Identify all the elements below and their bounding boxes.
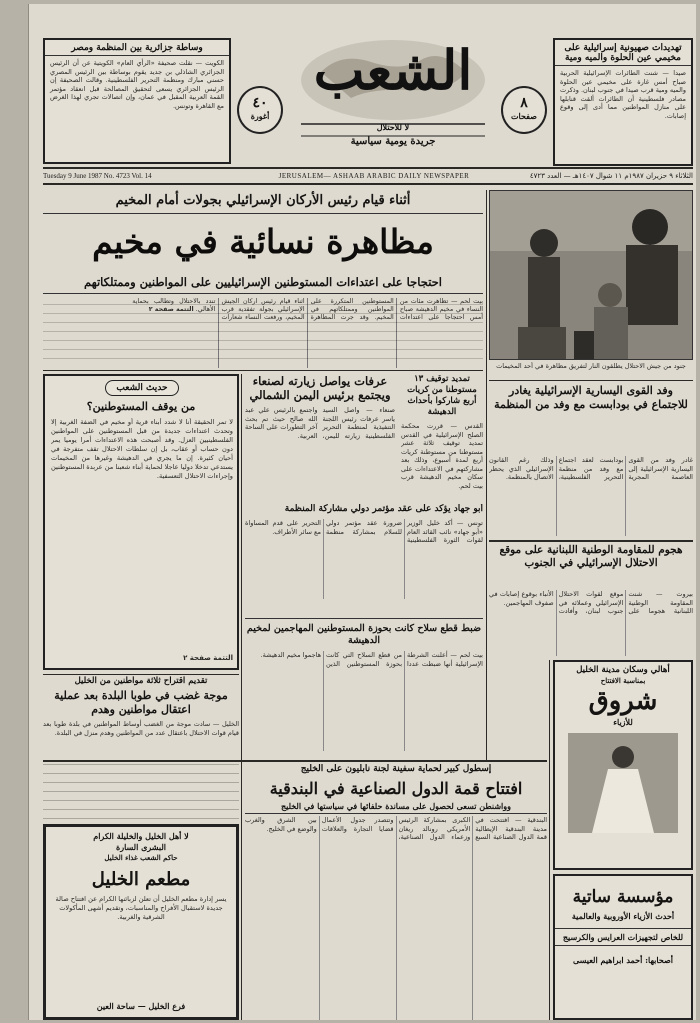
left-filler-texture — [43, 764, 239, 820]
newspaper-page — [28, 4, 696, 1020]
editorial-label-box — [105, 380, 179, 396]
masthead-rule-bottom — [43, 183, 693, 185]
story-gulf-body: البندقية — افتتحت في مدينة البندقية الإيطالية قمة الدول الصناعية السبع الكبرى بمشاركة الرئيس الأمريكي رونالد ريغان وزعماء الدول الصناعية، وتتصدر جدول الأعمال قضايا التجارة والعلاقات بين الشرق والغرب والوضع في الخليج. — [245, 816, 547, 841]
story-gulf-headline-box — [245, 778, 547, 800]
story-left-party — [489, 384, 693, 454]
ad-bottom-sub: أحدث الأزياء الأوروبية والعالمية — [571, 911, 675, 921]
story-settlers-headline: موجة غضب في طوبا البلدة بعد عملية اعتقال مواطنين وهدم — [54, 689, 228, 716]
story-settlers — [43, 676, 239, 756]
photo-caption: جنود من جيش الاحتلال يطلقون النار لتفريق مظاهرة في أحد المخيمات — [496, 362, 686, 370]
slogan: لا للاحتلال — [376, 122, 410, 132]
ad-shurooq — [553, 660, 693, 870]
ad-matam-body: يسر إدارة مطعم الخليل أن تعلن لزبائنها الكرام عن افتتاح صالة جديدة لاستقبال الأفراح والمناسبات، وتقديم أشهى المأكولات الشرقية والغربية. — [55, 895, 227, 921]
pages-label: صفحات — [511, 111, 537, 121]
story-abujihad — [245, 504, 483, 614]
pages-value: ٨ — [520, 95, 528, 111]
main-kicker: أثناء قيام رئيس الأركان الإسرائيلي بجولات أمام المخيم — [115, 193, 411, 208]
editorial-body: لا تمر الحقيقة أنا لا شدد أبناء قرية أو مخيم في الضفة الغربية إلا وتحدث اعتداءات جديدة من قبل المستوطنين على المواطنين الفلسطينيين العزل. وقد أصبحت هذه الاعتداءات أمرا يوميا يمر دون حساب أو عقاب، بل إن سلطات الاحتلال تقف متفرجة في أحيان كثيرة. إن ما يجري في الدهيشة وغيرها من المخيمات يستدعي تدخلا دوليا عاجلا لحماية أبناء شعبنا من عربدة المستوطنين وإجراءات الاحتلال التعسفية. — [51, 418, 233, 480]
ad-matam-line-1: لا أهل الخليل والخليلة الكرام — [93, 831, 189, 841]
main-headline: مظاهرة نسائية في مخيم — [92, 222, 434, 261]
ad-bottom — [553, 874, 693, 1020]
story-gulf-subhead: وواشنطن تسعى لحصول على مساندة حلفائها في سياستها في الخليج — [281, 801, 511, 811]
rule-main — [43, 370, 483, 371]
story-arafat-body: صنعاء — واصل السيد ياسر عرفات رئيس اللجنة التنفيذية لمنظمة التحرير الفلسطينية زيارته لليمن، واجتمع بالرئيس علي عبد الله صالح حيث تم بحث آخر التطورات على الساحة العربية. — [245, 406, 395, 440]
ear-right-body: صيدا — شنت الطائرات الإسرائيلية الحربية صباح أمس غارة على مخيمي عين الحلوة والميه ومية قرب صيدا في جنوب لبنان. وذكرت مصادر فلسطينية أن الطائرات ألقت قنابلها على منازل المواطنين مما أدى إلى وقوع إصابات. — [560, 69, 686, 120]
story-left-party-body: غادر وفد من القوى اليسارية الإسرائيلية إلى العاصمة المجرية بودابست لعقد اجتماع مع وفد من منظمة التحرير الفلسطينية، وذلك رغم القانون الإسرائيلي الذي يحظر الاتصال بالمنظمة. — [489, 456, 693, 481]
price-label: أغورة — [250, 111, 270, 121]
logo-text: الشعب — [313, 38, 473, 102]
tagline: جريدة يومية سياسية — [350, 136, 436, 147]
gutter-left — [241, 374, 242, 1020]
rule-right-2 — [489, 540, 693, 542]
pages-badge — [501, 86, 547, 134]
story-gulf-headline: افتتاح قمة الدول الصناعية في البندقية — [269, 779, 523, 798]
story-settlers-body: الخليل — سادت موجة من الغضب أوساط المواطنين في بلدة طوبا بعد قيام قوات الاحتلال باعتقال عدد من المواطنين وهدم منزل في البلدة. — [43, 720, 239, 737]
ear-left-box — [43, 38, 231, 164]
date-ar: الثلاثاء ٩ حزيران ١٩٨٧م ١١ شوال ١٤٠٧هـ — العدد ٤٧٢٣ — [529, 172, 693, 180]
story-coal-headline: هجوم للمقاومة الوطنية اللبنانية على موقع الاحتلال الإسرائيلي في الجنوب — [499, 544, 683, 569]
ear-right-box — [553, 38, 693, 166]
story-abujihad-body: تونس — أكد خليل الوزير «أبو جهاد» نائب القائد العام لقوات الثورة الفلسطينية ضرورة عقد مؤتمر دولي للسلام بمشاركة منظمة التحرير على قدم المساواة مع سائر الأطراف. — [245, 519, 483, 544]
ad-matam-title: مطعم الخليل — [91, 869, 191, 890]
story-arafat-headline: عرفات يواصل زيارته لصنعاء ويجتمع برئيس اليمن الشمالي — [249, 374, 391, 402]
ad-matam-line-3: حاكم الشعب غذاء الخليل — [104, 853, 178, 862]
ad-matam — [43, 824, 239, 1020]
ad-matam-footer: فرع الخليل — ساحة العين — [96, 1001, 186, 1011]
story-settlers-kicker: تقديم اقتراح ثلاثة مواطنين من الخليل — [74, 676, 208, 686]
story-deportation-body: القدس — قررت محكمة الصلح الإسرائيلية في القدس تمديد توقيف ثلاثة عشر مستوطنا من مستوطنة كريات أربع لمدة أسبوع، وذلك بعد مشاركتهم في الاعتداءات على سكان مخيم الدهيشة قرب بيت لحم. — [401, 422, 483, 490]
editorial-box — [43, 374, 239, 670]
ad-bottom-title: مؤسسة ساتية — [572, 887, 674, 907]
ad-shurooq-title: شروق — [588, 686, 658, 716]
ad-bottom-footer: أصحابها: أحمد ابراهيم العيسى — [572, 955, 674, 965]
story-arafat — [245, 374, 395, 500]
editorial-continued: التتمة صفحة ٢ — [183, 654, 233, 662]
logo-block — [291, 32, 495, 148]
price-value: ٤٠ — [252, 95, 268, 111]
ad-matam-line-2: البشرى السارة — [116, 842, 166, 852]
story-ramallah-headline: ضبط قطع سلاح كانت بحوزة المستوطنين المهاجمين لمخيم الدهيشة — [246, 623, 482, 646]
ear-left-title: وساطة جزائرية بين المنظمة ومصر — [45, 40, 229, 56]
gutter-right-lower — [549, 660, 550, 1020]
story-left-party-headline: وفد القوى اليسارية الإسرائيلية يغادر للاجتماع في بودابست مع وفد من المنظمة — [494, 384, 688, 411]
main-subhead: احتجاجا على اعتداءات المستوطنين الإسرائيليين على المواطنين وممتلكاتهم — [84, 275, 442, 289]
story-gulf-kicker-box — [245, 762, 547, 778]
editorial-title: من يوقف المستوطنين؟ — [86, 400, 196, 413]
story-ramallah-body: بيت لحم — أعلنت الشرطة الإسرائيلية أنها ضبطت عددا من قطع السلاح التي كانت بحوزة المستوطنين الذين هاجموا مخيم الدهيشة. — [260, 651, 483, 668]
main-photo — [489, 190, 693, 360]
date-en: Tuesday 9 June 1987 No. 4723 Vol. 14 — [43, 172, 152, 180]
main-body-text: بيت لحم — تظاهرت مئات من النساء في مخيم الدهيشة صباح أمس احتجاجا على اعتداءات المستوطنين المتكررة على المواطنين وممتلكاتهم في المخيم. وقد جرت المظاهرة أثناء قيام رئيس أركان الجيش الإسرائيلي بجولة تفقدية قرب المخيم، ورفعت النساء شعارات تندد بالاحتلال وتطالب بحماية الأهالي. — [132, 298, 483, 321]
ear-right-title: تهديدات صهيونية إسرائيلية على مخيمي عين الحلوة والميه ومية — [555, 40, 691, 66]
rule-left-1 — [43, 674, 239, 675]
bride-photo — [568, 733, 678, 833]
ad-shurooq-sub2: للأزياء — [613, 717, 633, 727]
protest-photo — [490, 191, 693, 360]
main-kicker-bar — [43, 190, 483, 214]
story-gulf-subhead-box — [245, 800, 547, 814]
ear-left-body: الكويت — نقلت صحيفة «الرأي العام» الكويتية عن أن الرئيس الجزائري الشاذلي بن جديد يقوم بوساطة بين الرئيس المصري حسني مبارك ومنظمة التحرير الفلسطينية. وقالت الصحيفة إن الرئيس الجزائري يسعى لتحقيق المصالحة قبل انعقاد مؤتمر القمة العربية المقبل في عمان، وإن اتصالات تجري لهذا الغرض مع القاهرة وتونس. — [50, 59, 224, 110]
story-coal — [489, 544, 693, 588]
ad-shurooq-sub: بمناسبة الافتتاح — [600, 676, 646, 685]
main-continued: التتمة صفحة ٢ — [148, 306, 194, 313]
masthead-rule-top — [43, 167, 693, 169]
story-coal-body: بيروت — شنت المقاومة الوطنية اللبنانية هجوما على موقع لقوات الاحتلال الإسرائيلي وعملائه في جنوب لبنان، وأفادت الأنباء بوقوع إصابات في صفوف المهاجمين. — [489, 590, 693, 615]
story-deportation-headline: تمديد توقيف ١٣ مستوطنا من كريات أربع شاركوا بأحداث الدهيشة — [407, 374, 477, 417]
story-abujihad-headline: أبو جهاد يؤكد على عقد مؤتمر دولي مشاركة المنظمة — [284, 504, 483, 514]
story-gulf-kicker: إسطول كبير لحماية سفينة لجنة نابليون على الخليج — [300, 764, 492, 774]
story-deportation — [401, 374, 483, 500]
ad-bottom-sub2: للخاص لتجهيزات العرايس والكرسيج — [555, 928, 691, 946]
ad-shurooq-kicker: أهالي وسكان مدينة الخليل — [576, 665, 670, 675]
english-line: JERUSALEM— ASHAAB ARABIC DAILY NEWSPAPER — [278, 172, 470, 180]
main-headline-box — [43, 216, 483, 270]
rule-right-1 — [489, 380, 693, 381]
main-subhead-box — [43, 272, 483, 294]
price-badge — [237, 86, 283, 134]
main-body-texture — [43, 304, 483, 366]
editorial-label: حديث الشعب — [116, 383, 168, 393]
story-ramallah — [245, 618, 483, 756]
gutter-right — [486, 190, 487, 760]
